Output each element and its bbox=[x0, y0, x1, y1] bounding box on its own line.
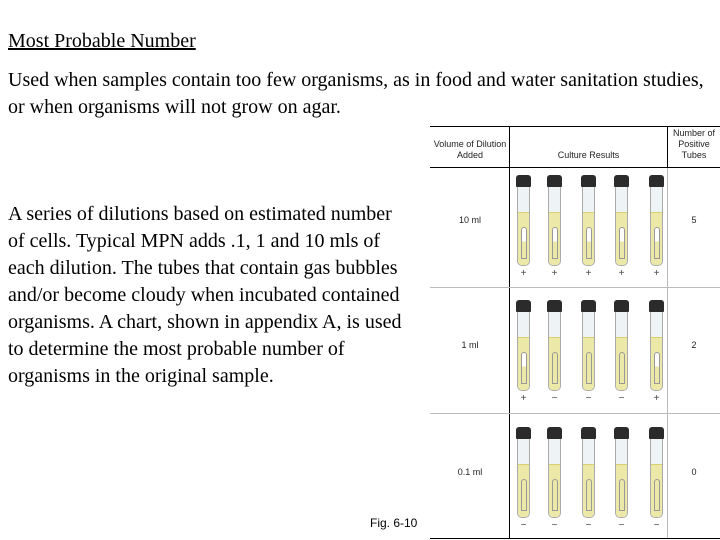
tube-cap bbox=[547, 427, 562, 439]
durham-tube bbox=[586, 479, 592, 511]
row-volume: 0.1 ml bbox=[457, 467, 483, 477]
tube-cap bbox=[649, 427, 664, 439]
slide-title: Most Probable Number bbox=[8, 30, 196, 52]
tube-cap bbox=[581, 175, 596, 187]
tube-cap bbox=[649, 175, 664, 187]
header-volume: Volume of Dilution Added bbox=[433, 139, 507, 160]
tube-glass bbox=[517, 439, 530, 518]
result-sign: + bbox=[585, 268, 592, 279]
tube-glass bbox=[582, 187, 595, 266]
result-sign: + bbox=[551, 268, 558, 279]
tube-glass bbox=[517, 187, 530, 266]
tube-cap bbox=[516, 300, 531, 312]
divider bbox=[430, 167, 720, 168]
row-positive-count: 5 bbox=[691, 215, 697, 225]
result-sign: + bbox=[653, 268, 660, 279]
tube-glass bbox=[615, 312, 628, 391]
durham-tube bbox=[654, 227, 660, 259]
tube-cap bbox=[516, 175, 531, 187]
mpn-figure bbox=[430, 126, 720, 540]
tube-glass bbox=[548, 439, 561, 518]
tube-cap bbox=[614, 175, 629, 187]
result-sign: − bbox=[585, 520, 592, 531]
tube-cap bbox=[614, 300, 629, 312]
divider bbox=[430, 126, 720, 127]
header-positive: Number of Positive Tubes bbox=[672, 128, 716, 160]
durham-tube bbox=[552, 479, 558, 511]
durham-tube bbox=[654, 479, 660, 511]
intro-paragraph: Used when samples contain too few organisms, as in food and water sanitation studies, or when organisms will not grow on agar. bbox=[8, 69, 704, 118]
tube-cap bbox=[516, 427, 531, 439]
tube-cap bbox=[581, 300, 596, 312]
row-positive-count: 0 bbox=[691, 467, 697, 477]
result-sign: + bbox=[653, 393, 660, 404]
result-sign: − bbox=[653, 520, 660, 531]
tube-glass bbox=[582, 312, 595, 391]
durham-tube bbox=[552, 352, 558, 384]
header-results: Culture Results bbox=[557, 150, 620, 160]
divider bbox=[430, 287, 720, 288]
figure-label: Fig. 6-10 bbox=[370, 516, 418, 530]
tube-glass bbox=[650, 312, 663, 391]
durham-tube bbox=[521, 227, 527, 259]
durham-tube bbox=[586, 227, 592, 259]
row-positive-count: 2 bbox=[691, 340, 697, 350]
result-sign: − bbox=[520, 520, 527, 531]
durham-tube bbox=[521, 352, 527, 384]
tube-glass bbox=[517, 312, 530, 391]
divider bbox=[509, 126, 510, 539]
tube-glass bbox=[548, 312, 561, 391]
row-volume: 1 ml bbox=[461, 340, 479, 350]
result-sign: − bbox=[618, 520, 625, 531]
durham-tube bbox=[521, 479, 527, 511]
result-sign: + bbox=[520, 393, 527, 404]
durham-tube bbox=[619, 227, 625, 259]
tube-glass bbox=[650, 187, 663, 266]
tube-cap bbox=[649, 300, 664, 312]
row-volume: 10 ml bbox=[458, 215, 481, 225]
result-sign: + bbox=[618, 268, 625, 279]
tube-glass bbox=[650, 439, 663, 518]
tube-cap bbox=[581, 427, 596, 439]
tube-glass bbox=[582, 439, 595, 518]
tube-cap bbox=[547, 300, 562, 312]
tube-cap bbox=[614, 427, 629, 439]
durham-tube bbox=[619, 352, 625, 384]
tube-glass bbox=[615, 187, 628, 266]
divider bbox=[430, 538, 720, 539]
result-sign: − bbox=[585, 393, 592, 404]
result-sign: + bbox=[520, 268, 527, 279]
durham-tube bbox=[552, 227, 558, 259]
durham-tube bbox=[654, 352, 660, 384]
durham-tube bbox=[619, 479, 625, 511]
description-paragraph: A series of dilutions based on estimated number of cells. Typical MPN adds .1, 1 and 10 mls of each dilution. The tubes that contain gas bubbles and/or become cloudy when incubated contained organisms. A chart, shown in appendix A, is used to determine the most probable number of organisms in the original sample. bbox=[8, 203, 402, 387]
result-sign: − bbox=[551, 520, 558, 531]
divider bbox=[430, 413, 720, 414]
tube-glass bbox=[548, 187, 561, 266]
tube-glass bbox=[615, 439, 628, 518]
result-sign: − bbox=[618, 393, 625, 404]
durham-tube bbox=[586, 352, 592, 384]
tube-cap bbox=[547, 175, 562, 187]
result-sign: − bbox=[551, 393, 558, 404]
